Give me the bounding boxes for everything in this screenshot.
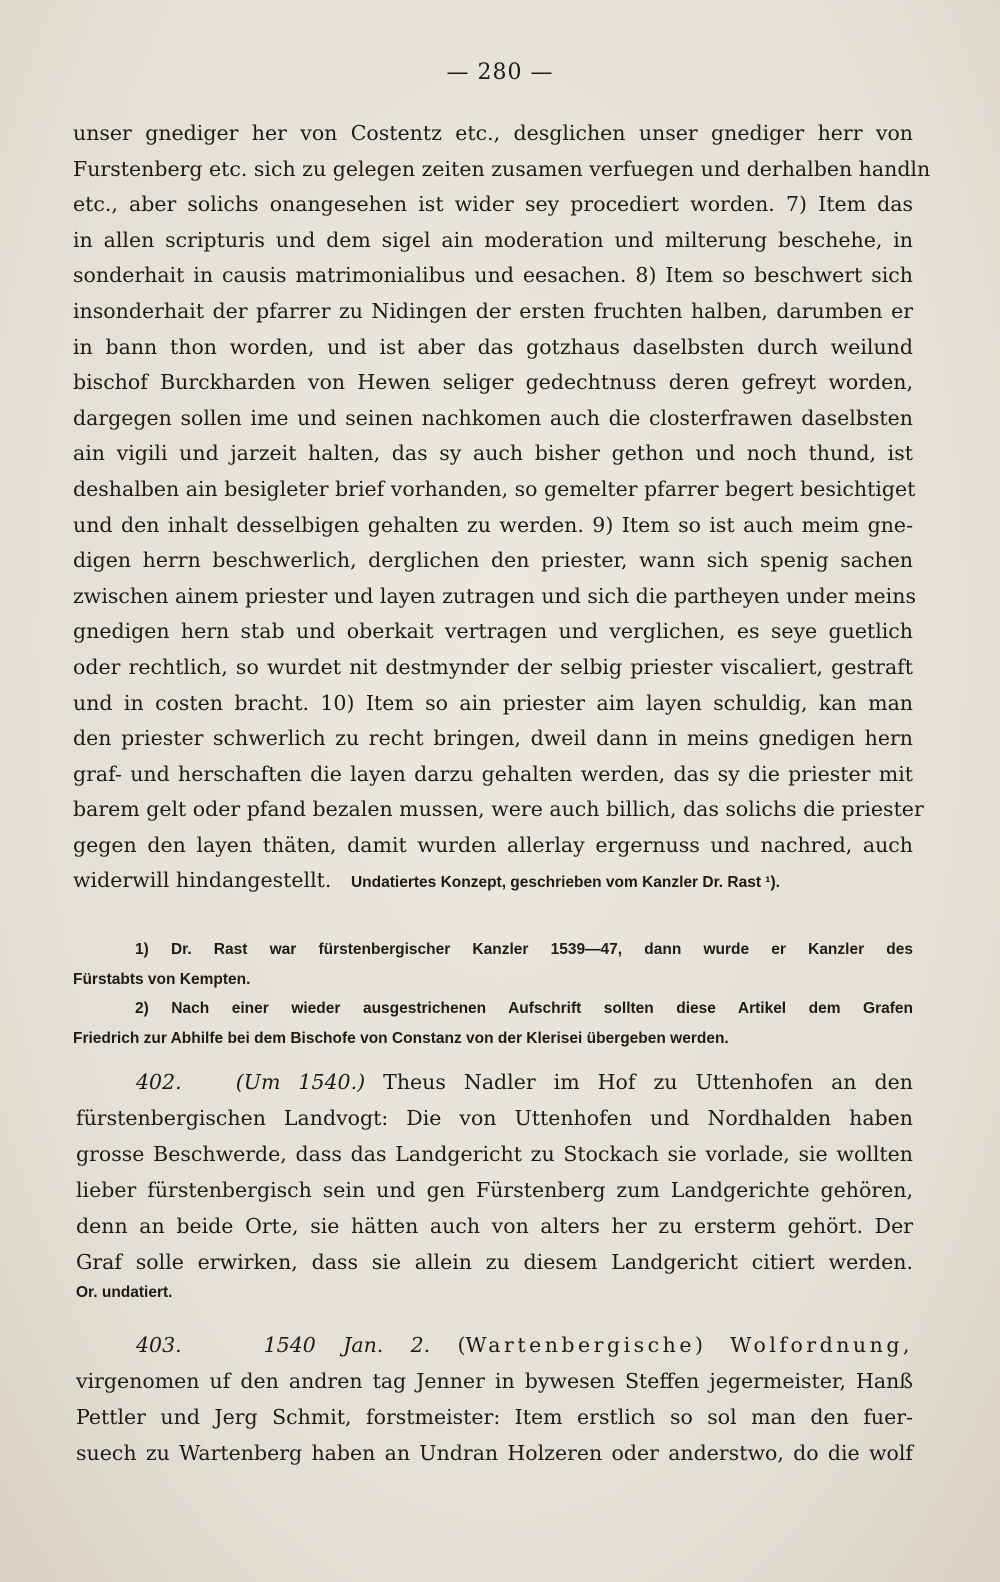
title-open: ( — [457, 1333, 466, 1357]
text-line: unser gnediger her von Costentz etc., desglichen unser gnediger herr von — [73, 121, 913, 145]
text-line: dargegen sollen ime und seinen nachkomen auch die closterfrawen daselbsten — [73, 405, 913, 430]
text-line: barem gelt oder pfand bezalen mussen, were auch billich, das solichs die priester — [73, 797, 924, 822]
main-text-block — [73, 116, 931, 899]
text-line: Furstenberg etc. sich zu gelegen zeiten zusamen verfuegen und derhalben handln — [73, 156, 931, 181]
text-line-last — [73, 863, 913, 899]
footnote-line: 2) Nach einer wieder ausgestrichenen Aufschrift sollten diese Artikel dem Grafen — [135, 1000, 913, 1017]
footnotes — [73, 935, 913, 1053]
doc-line: virgenomen uf den andren tag Jenner in bywesen Steffen jegermeister, Hanß — [76, 1369, 913, 1393]
doc-line: Pettler und Jerg Schmit, forstmeister: Item erstlich so sol man den fuer- — [76, 1405, 913, 1429]
text-line: und in costen bracht. 10) Item so ain priester aim layen schuldig, kan man — [73, 690, 913, 715]
page-number: — 280 — — [446, 60, 554, 85]
doc-number: 403. — [136, 1333, 182, 1357]
doc-date: 1540 Jan. 2. — [263, 1333, 431, 1357]
footnote-line: Friedrich zur Abhilfe bei dem Bischofe von Constanz von der Klerisei übergeben werden. — [73, 1029, 729, 1047]
text-line: ain vigili und jarzeit halten, das sy auch bisher gethon und noch thund, ist — [73, 441, 913, 466]
text-line: und den inhalt desselbigen gehalten zu werden. 9) Item so ist auch meim gne- — [73, 512, 913, 537]
text-line: sonderhait in causis matrimonialibus und eesachen. 8) Item so beschwert sich — [73, 263, 913, 288]
text-line: bischof Burckharden von Hewen seliger gedechtnuss deren gefreyt worden, — [73, 370, 913, 395]
text-line-end: widerwill hindangestellt. — [73, 868, 332, 893]
doc-line: denn an beide Orte, sie hätten auch von alters her zu ersterm gehört. Der — [76, 1214, 913, 1238]
doc-title-word: Wolfordnung, — [730, 1333, 913, 1357]
text-line: digen herrn beschwerlich, derglichen den priester, wann sich spenig sachen — [73, 548, 913, 573]
text-line: gegen den layen thäten, damit wurden allerlay ergernuss und nachred, auch — [73, 832, 913, 857]
doc-line: fürstenbergischen Landvogt: Die von Uttenhofen und Nordhalden haben — [76, 1106, 913, 1130]
doc-text: Theus Nadler im Hof zu Uttenhofen an den — [383, 1070, 913, 1094]
doc-heading-line — [76, 1064, 913, 1100]
doc-line: Graf solle erwirken, dass sie allein zu diesem Landgericht citiert werden. — [76, 1250, 913, 1274]
title-close: ) — [694, 1333, 703, 1357]
text-line: etc., aber solichs onangesehen ist wider sey procediert worden. 7) Item das — [73, 192, 913, 217]
document-403 — [76, 1327, 913, 1471]
text-line: zwischen ainem priester und layen zutragen und sich die partheyen under meins — [73, 583, 916, 608]
text-line: gnedigen hern stab und oberkait vertragen und verglichen, es seye guetlich — [73, 619, 913, 644]
footnote-line: 1) Dr. Rast war fürstenbergischer Kanzler 1539—47, dann wurde er Kanzler des — [135, 941, 913, 958]
text-line: graf- und herschaften die layen darzu gehalten werden, das sy die priester mit — [73, 761, 913, 786]
text-line: den priester schwerlich zu recht bringen, dweil dann in meins gnedigen hern — [73, 726, 913, 751]
doc-date: (Um 1540.) — [235, 1070, 366, 1094]
document-402 — [76, 1064, 913, 1306]
text-line: in bann thon worden, und ist aber das gotzhaus daselbsten durch weilund — [73, 334, 913, 359]
source-note: Or. undatiert. — [76, 1284, 173, 1301]
doc-title-spaced: Wartenbergische — [465, 1333, 695, 1357]
doc-number: 402. — [136, 1070, 182, 1094]
doc-line: suech zu Wartenberg haben an Undran Holzeren oder anderstwo, do die wolf — [76, 1441, 913, 1465]
text-line: oder rechtlich, so wurdet nit destmynder der selbig priester viscaliert, gestraft — [73, 654, 913, 679]
footnote-line: Fürstabts von Kempten. — [73, 970, 251, 988]
doc-line: grosse Beschwerde, dass das Landgericht zu Stockach sie vorlade, sie wollten — [76, 1142, 913, 1166]
doc-heading-line — [76, 1327, 913, 1363]
doc-line: lieber fürstenbergisch sein und gen Fürstenberg zum Landgerichte gehören, — [76, 1178, 913, 1202]
text-line: insonderhait der pfarrer zu Nidingen der ersten fruchten halben, darumben er — [73, 298, 913, 323]
text-line: deshalben ain besigleter brief vorhanden, so gemelter pfarrer begert besichtiget — [73, 476, 916, 501]
source-note: Undatiertes Konzept, geschrieben vom Kanzler Dr. Rast ¹). — [350, 874, 780, 892]
text-line: in allen scripturis und dem sigel ain moderation und milterung beschehe, in — [73, 227, 913, 252]
